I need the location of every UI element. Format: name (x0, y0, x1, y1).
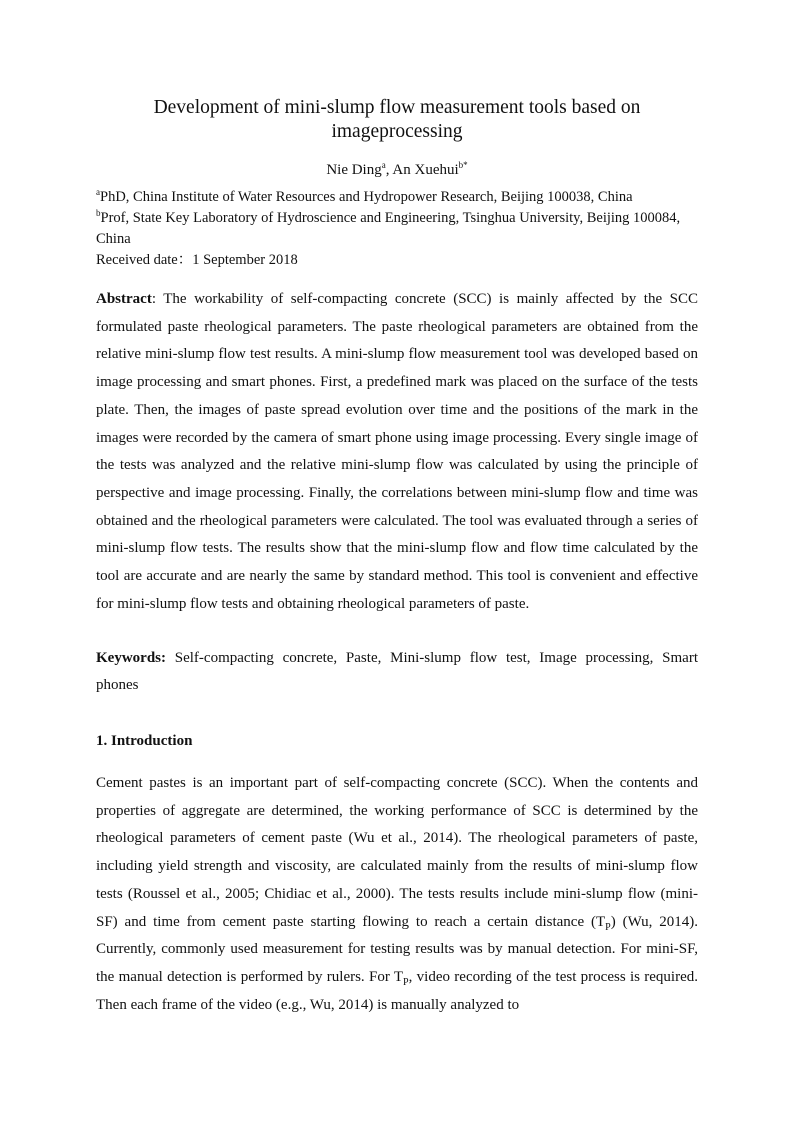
author-separator: , (385, 162, 393, 178)
affiliation-marker: b (96, 208, 101, 219)
section-heading: 1. Introduction (96, 733, 193, 749)
paper-title: Development of mini-slump flow measurement tools based on imageprocessing (153, 97, 641, 142)
affiliation-b (96, 208, 698, 250)
keywords-text: Self-compacting concrete, Paste, Mini-slump flow test, Image processing, Smart phones (96, 650, 698, 693)
introduction-paragraph (96, 770, 698, 1019)
received-date: Received date：1 September 2018 (96, 252, 298, 268)
paragraph-text: , video recording of the test process is required. Then each frame of the video (e.g., Wu, 2014) is manually analyzed to (96, 968, 698, 1013)
abstract-text: : The workability of self-compacting concrete (SCC) is mainly affected by the SCC formulated paste rheological parameters. The paste rheological parameters are obtained from the relative mini-slump flow test results. A mini-slump flow measurement tool was developed based on image processing and smart phones. First, a predefined mark was placed on the surface of the tests plate. Then, the images of paste spread evolution over time and the positions of the mark in the images were recorded by the camera of smart phone using image processing. Every single image of the tests was analyzed and the relative mini-slump flow was calculated by using the principle of perspective and image processing. Finally, the correlations between mini-slump flow and time was obtained and the rheological parameters were calculated. The tool was evaluated through a series of mini-slump flow tests. The results show that the mini-slump flow and flow time calculated by the tool are accurate and are nearly the same by standard method. This tool is convenient and effective for mini-slump flow tests and obtaining rheological parameters of paste. (96, 291, 698, 612)
affiliation-a (96, 187, 698, 208)
abstract (96, 286, 698, 618)
affiliation-marker: a (381, 160, 386, 170)
subscript: P (403, 976, 409, 988)
paragraph-text: Cement pastes is an important part of self-compacting concrete (SCC). When the contents and properties of aggregate are determined, the working performance of SCC is determined by the rheological parameters of cement paste (Wu et al., 2014). The rheological parameters of paste, including yield strength and viscosity, are calculated mainly from the results of mini-slump flow tests (Roussel et al., 2005; Chidiac et al., 2000). The tests results include mini-slump flow (mini-SF) and time from cement paste starting flowing to reach a certain distance (T (96, 775, 698, 930)
author-name: An Xuehui (392, 162, 459, 178)
affiliation-marker: b* (458, 160, 468, 170)
author-line (96, 160, 698, 180)
affiliations (96, 187, 698, 271)
keywords-label: Keywords: (96, 650, 166, 666)
subscript: P (605, 921, 611, 933)
affiliation-text: Prof, State Key Laboratory of Hydroscience and Engineering, Tsinghua University, Beijing 100084, China (96, 210, 681, 247)
keywords (96, 645, 698, 699)
abstract-label: Abstract (96, 291, 152, 307)
paragraph-text: ) (Wu, 2014). Currently, commonly used measurement for testing results was by manual detection. For mini-SF, the manual detection is performed by rulers. For T (96, 913, 699, 985)
affiliation-text: PhD, China Institute of Water Resources and Hydropower Research, Beijing 100038, China (100, 189, 633, 205)
affiliation-marker: a (96, 187, 100, 198)
author-name: Nie Ding (326, 162, 382, 178)
